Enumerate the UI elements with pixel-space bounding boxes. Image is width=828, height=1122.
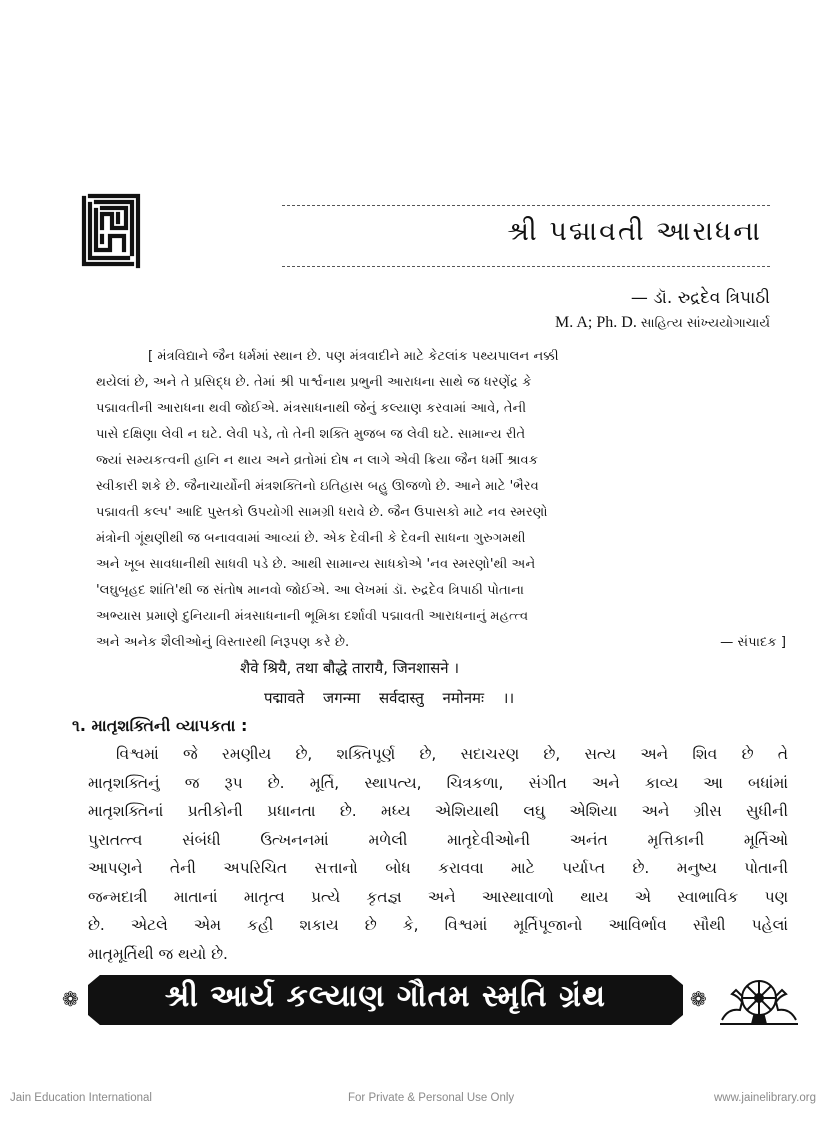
- note-line-text: અને અનેક શૈલીઓનું વિસ્તારથી નિરૂપણ કરે છે.: [96, 635, 350, 650]
- body-line: આપણને તેની અપરિચિત સત્તાનો બોધ કરાવવા માટે પર્યાપ્ત છે. મનુષ્ય પોતાની: [88, 859, 788, 877]
- note-line: જ્યાં સમ્યકત્વની હાનિ ન થાય અને વ્રતોમાં દોષ ન લાગે એવી ક્રિયા જૈન ધર્મી શ્રાવક: [96, 453, 539, 468]
- note-line: 'લઘુબૃહદ શાંતિ'થી જ સંતોષ માનવો જોઈએ. આ લેખમાં ડૉ. રુદ્રદેવ ત્રિપાઠી પોતાના: [96, 583, 525, 598]
- sanskrit-verse: [240, 653, 514, 713]
- title-top-rule: [282, 205, 770, 206]
- title-bottom-rule: [282, 266, 770, 267]
- note-line: અને ખૂબ સાવધાનીથી સાધવી પડે છે. આથી સામાન્ય સાધકોએ 'નવ સ્મરણો'થી અને: [96, 557, 536, 572]
- swastika-meander-emblem-icon: [80, 192, 142, 272]
- verse-line-1: शैवे श्रियै, तथा बौद्धे तारायै, जिनशासने ।: [240, 659, 460, 677]
- banner-text: શ્રી આર્ય કલ્યાણ ગૌતમ સ્મૃતિ ગ્રંથ: [164, 979, 607, 1014]
- body-line: છે. એટલે એમ કહી શકાય છે કે, વિશ્વમાં મૂર્તિપૂજાનો આવિર્ભાવ સૌથી પહેલાં: [88, 916, 788, 934]
- note-line: પદ્માવતી કલ્પ' આદિ પુસ્તકો ઉપયોગી સામગ્રી ધરાવે છે. જૈન ઉપાસકો માટે નવ સ્મરણો: [96, 505, 548, 520]
- verse-line-2: पद्मावते जगन्मा सर्वदास्तु नमोनमः ।।: [264, 689, 515, 707]
- author-name: — ડૉ. રુદ્રદેવ ત્રિપાઠી: [630, 288, 770, 308]
- author-credentials: [555, 314, 770, 332]
- note-line: થયેલાં છે, અને તે પ્રસિદ્ધ છે. તેમાં શ્રી પાર્શ્વનાથ પ્રભુની આરાધના સાથે જ ધરણેંદ્ર કે: [96, 375, 532, 390]
- note-line: પાસે દક્ષિણા લેવી ન ઘટે. લેવી પડે, તો તેની શક્તિ મુજબ જ લેવી ઘટે. સામાન્ય રીતે: [96, 427, 526, 442]
- article-title: શ્રી પદ્માવતી આરાધના: [507, 216, 762, 247]
- note-line: [ મંત્રવિદ્યાને જૈન ધર્મમાં સ્થાન છે. પણ મંત્રવાદીને માટે કેટલાંક પથ્યપાલન નક્કી: [148, 349, 559, 364]
- body-line: જન્મદાત્રી માતાનાં માતૃત્વ પ્રત્યે કૃતજ્ઞ અને આસ્થાવાળો થાય એ સ્વાભાવિક પણ: [88, 887, 788, 906]
- body-line: પુરાતત્ત્વ સંબંધી ઉત્ખનનમાં મળેલી માતૃદેવીઓની અનંત મૃત્તિકાની મૂર્તિઓ: [88, 830, 788, 849]
- section-body: [88, 740, 788, 968]
- body-line: વિશ્વમાં જે રમણીય છે, શક્તિપૂર્ણ છે, સદાચરણ છે, સત્ય અને શિવ છે તે: [116, 745, 788, 763]
- note-line: સ્વીકારી શકે છે. જૈનાચાર્યોની મંત્રશક્તિનો ઇતિહાસ બહુ ઊજળો છે. આને માટે 'ભૈરવ: [96, 479, 539, 494]
- footer-usage-note: For Private & Personal Use Only: [348, 1092, 515, 1104]
- note-line: પદ્માવતીની આરાધના થવી જોઈએ. મંત્રસાધનાથી જેનું કલ્યાણ કરવામાં આવે, તેની: [96, 401, 527, 416]
- book-title-banner: [58, 975, 726, 1025]
- editor-signature: — સંપાદક ]: [720, 635, 786, 650]
- section-heading: ૧. માતૃશક્તિની વ્યાપકતા :: [72, 716, 248, 735]
- note-line: અભ્યાસ પ્રમાણે દુનિયાની મંત્રસાધનાની ભૂમિકા દર્શાવી પદ્માવતી આરાધનાનું મહત્ત્વ: [96, 609, 529, 624]
- body-line: માતૃશક્તિનાં પ્રતીકોની પ્રધાનતા છે. મધ્ય એશિયાથી લઘુ એશિયા અને ગ્રીસ સુધીની: [88, 802, 788, 820]
- credentials-degree: M. A; Ph. D.: [555, 314, 637, 331]
- body-line: માતૃમૂર્તિથી જ થયો છે.: [88, 944, 228, 963]
- note-line: મંત્રોની ગૂંથણીથી જ બનાવવામાં આવ્યાં છે. એક દેવીની કે દેવની સાધના ગુરુગમથી: [96, 531, 526, 546]
- body-line: માતૃશક્તિનું જ રૂપ છે. મૂર્તિ, સ્થાપત્ય, ચિત્રકળા, સંગીત અને કાવ્ય આ બધાંમાં: [88, 773, 788, 792]
- editorial-note: [96, 344, 786, 656]
- footer-publisher: Jain Education International: [10, 1092, 152, 1104]
- floral-ornament-icon: ❁: [690, 987, 707, 1011]
- dharma-wheel-deer-icon: [718, 972, 800, 1028]
- floral-ornament-icon: ❁: [62, 987, 79, 1011]
- credentials-title: સાહિત્ય સાંખ્યયોગાચાર્ય: [640, 316, 770, 331]
- footer-website-link[interactable]: www.jainelibrary.org: [713, 1092, 816, 1104]
